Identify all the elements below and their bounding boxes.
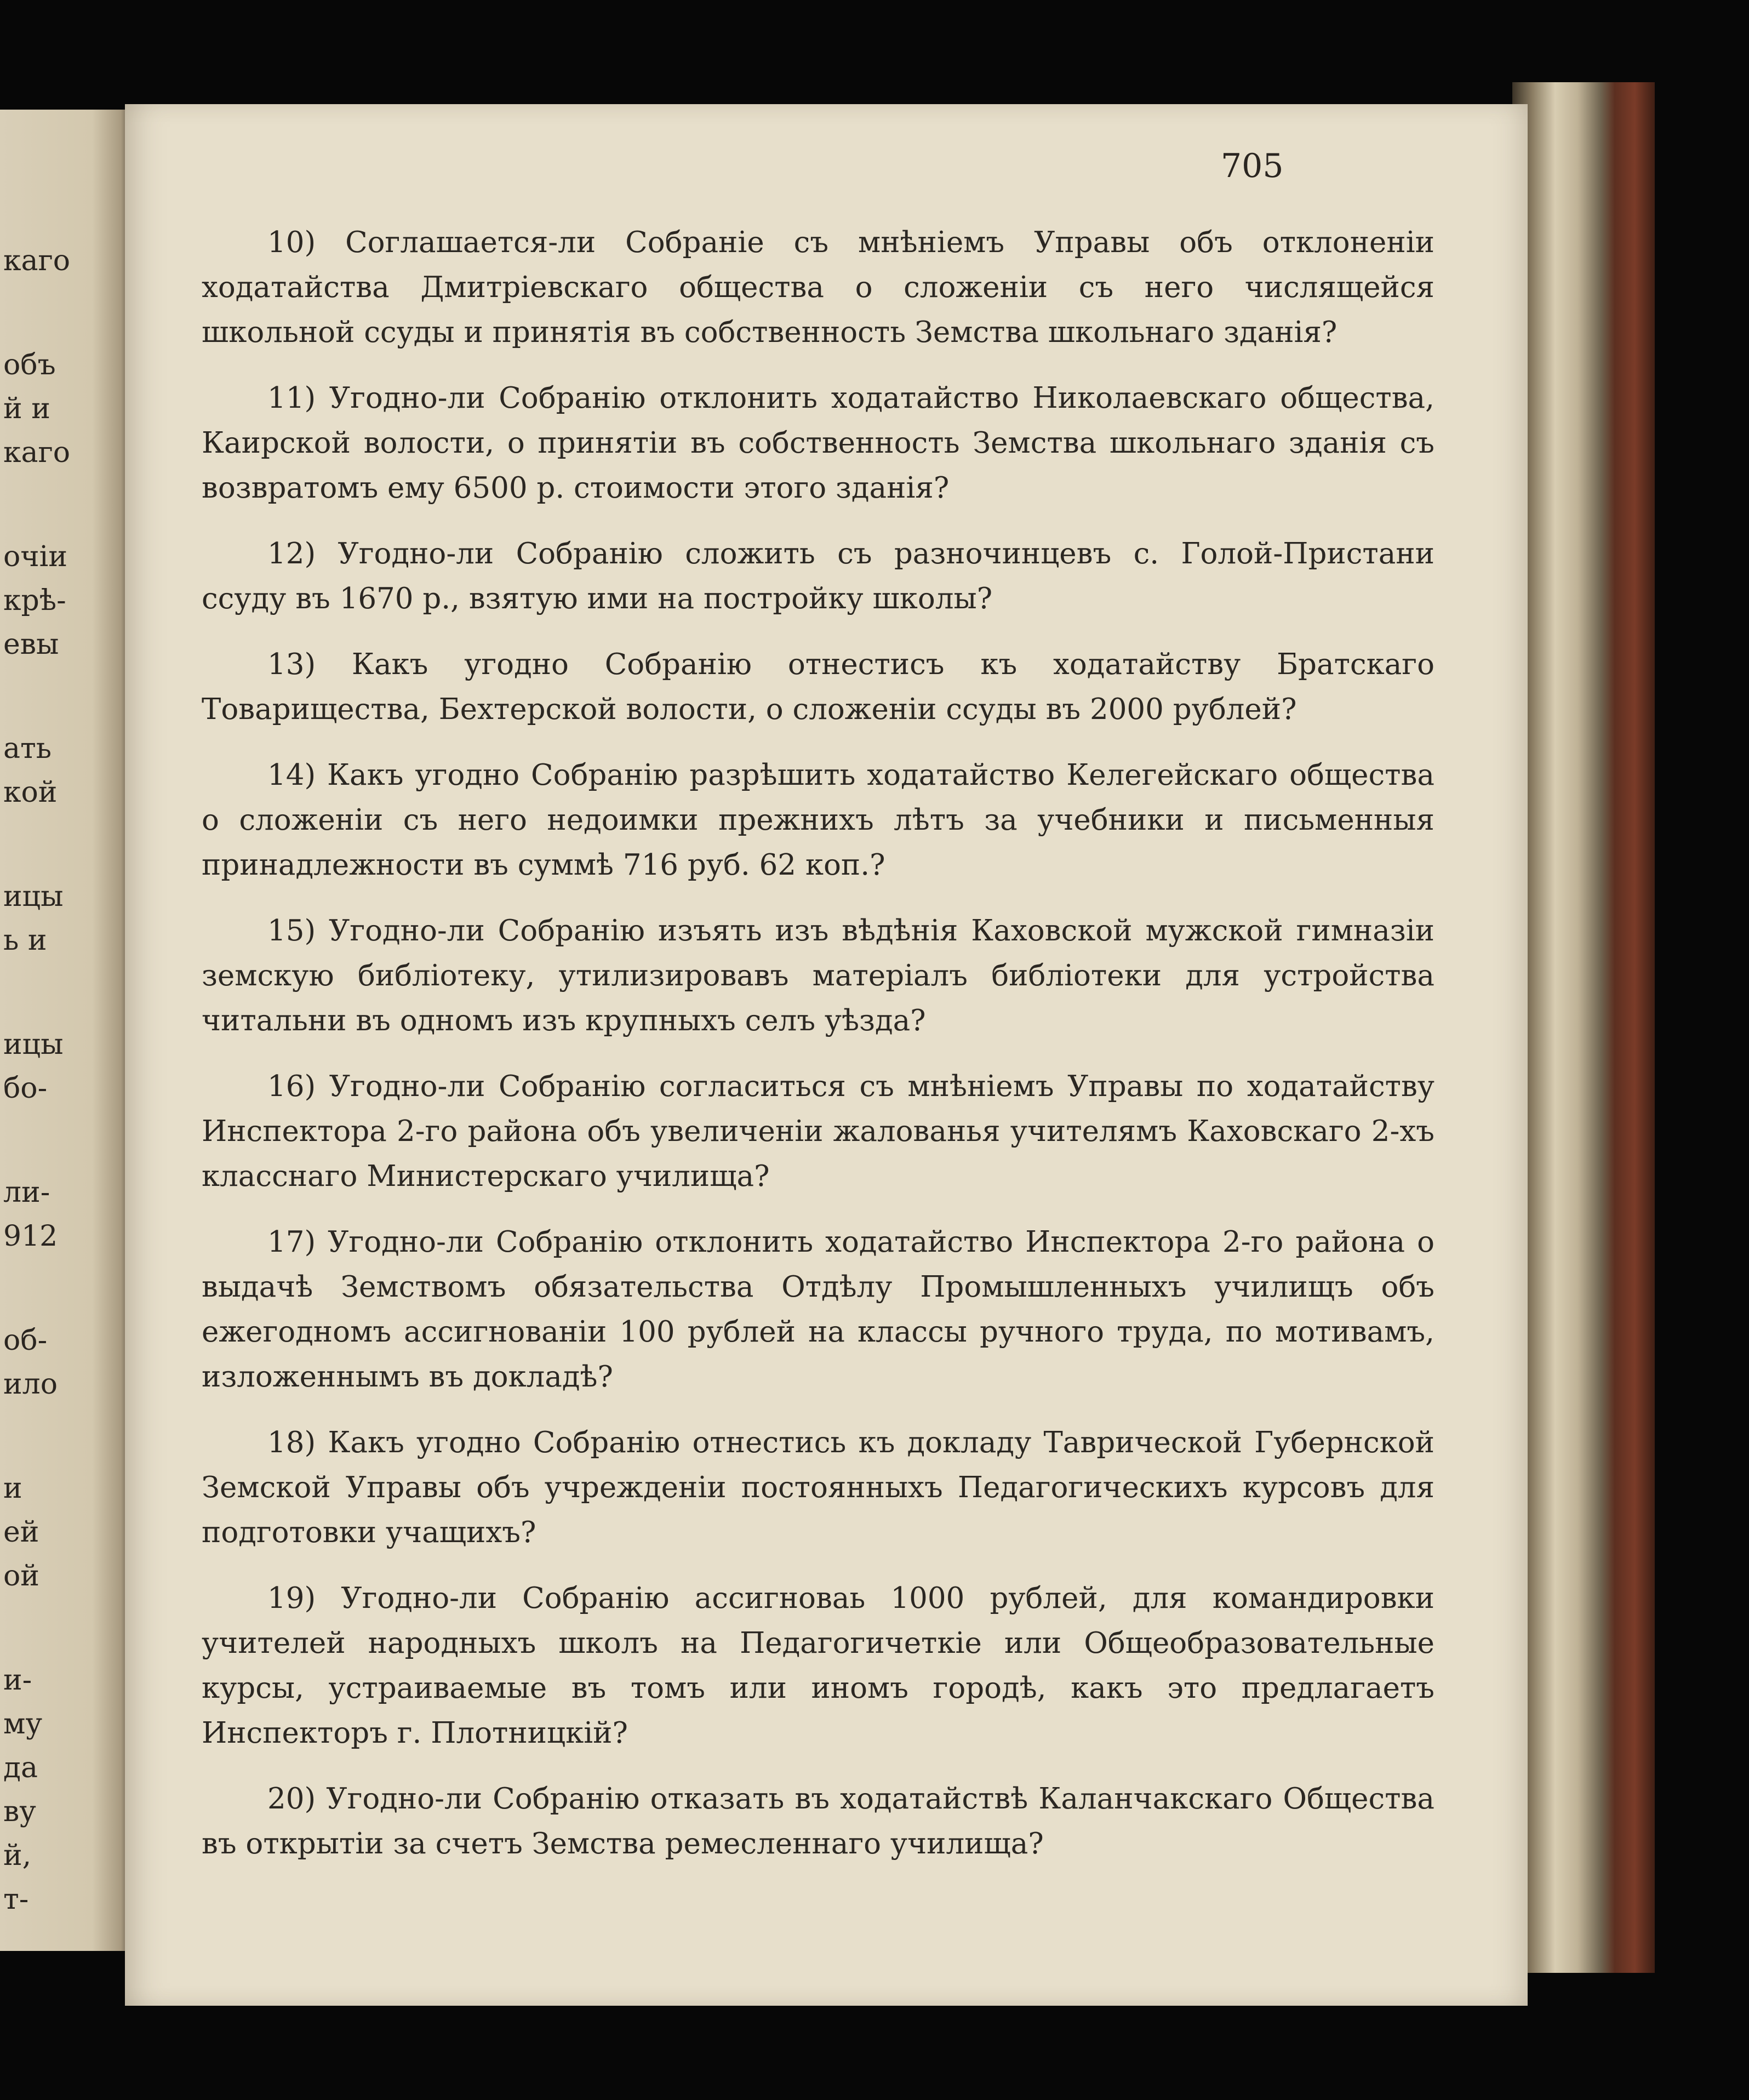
left-fragment: 912	[3, 1220, 58, 1253]
left-fragment: му	[3, 1708, 43, 1741]
left-fragment: объ	[3, 349, 56, 381]
paragraph-item-19: 19) Угодно-ли Собранію ассигноваь 1000 рублей, для командировки учителей народныхъ школъ на Педагогичеткіе или Общеобразовательные курсы, устраиваемые въ томъ или иномъ городѣ, какъ это предлагаетъ Инспекторъ г. Плотницкій?	[202, 1582, 1434, 1750]
left-fragment: ь и	[3, 924, 47, 957]
paragraph-item-17: 17) Угодно-ли Собранію отклонить ходатайство Инспектора 2-го района о выдачѣ Земствомъ обязательства Отдѣлу Промышленныхъ училищъ объ ежегодномъ ассигнованіи 100 рублей на классы ручного труда, по мотивамъ, изложеннымъ въ докладѣ?	[202, 1225, 1434, 1394]
page-number: 705	[1221, 147, 1284, 185]
paragraph-item-15: 15) Угодно-ли Собранію изъять изъ вѣдѣнія Каховской мужской гимназіи земскую библіотеку, утилизировавъ матеріалъ библіотеки для устройства читальни въ одномъ изъ крупныхъ селъ уѣзда?	[202, 914, 1434, 1037]
left-fragment: и	[3, 1472, 22, 1505]
left-fragment: каго	[3, 244, 71, 277]
paragraph-item-14: 14) Какъ угодно Собранію разрѣшить ходатайство Келегейскаго общества о сложеніи съ него недоимки прежнихъ лѣтъ за учебники и письменныя принадлежности въ суммѣ 716 руб. 62 коп.?	[202, 758, 1434, 882]
book-binding-edge	[1512, 82, 1655, 1973]
left-fragment: ать	[3, 732, 52, 765]
left-fragment: ей	[3, 1516, 39, 1549]
left-fragment: очіи	[3, 540, 67, 573]
paragraph-item-13: 13) Какъ угодно Собранію отнестисъ къ ходатайству Братскаго Товарищества, Бехтерской волости, о сложеніи ссуды въ 2000 рублей?	[202, 648, 1434, 726]
paragraph-item-12: 12) Угодно-ли Собранію сложить съ разночинцевъ с. Голой-Пристани ссуду въ 1670 р., взятую ими на постройку школы?	[202, 537, 1434, 615]
left-fragment: й,	[3, 1839, 32, 1872]
book-page	[125, 104, 1528, 2006]
page-body	[202, 220, 1434, 1887]
left-fragment: ицы	[3, 880, 64, 913]
left-page-edge	[0, 110, 132, 1951]
left-fragment: кой	[3, 776, 58, 809]
left-fragment: да	[3, 1751, 38, 1784]
paragraph-item-20: 20) Угодно-ли Собранію отказать въ ходатайствѣ Каланчакскаго Общества въ открытіи за счетъ Земства ремесленнаго училища?	[202, 1782, 1434, 1861]
left-fragment: т-	[3, 1883, 29, 1916]
left-fragment: ву	[3, 1795, 36, 1828]
left-fragment: ой	[3, 1560, 39, 1593]
left-fragment: ицы	[3, 1028, 64, 1061]
left-fragment: каго	[3, 436, 71, 469]
left-fragment: ило	[3, 1368, 58, 1401]
paragraph-item-18: 18) Какъ угодно Собранію отнестись къ докладу Таврической Губернской Земской Управы объ учрежденіи постоянныхъ Педагогическихъ курсовъ для подготовки учащихъ?	[202, 1426, 1434, 1549]
left-fragment: евы	[3, 628, 59, 661]
left-fragment: крѣ-	[3, 584, 66, 617]
left-fragment: бо-	[3, 1072, 48, 1105]
left-fragment: и-	[3, 1664, 32, 1697]
left-fragment: ли-	[3, 1176, 50, 1209]
paragraph-item-11: 11) Угодно-ли Собранію отклонить ходатайство Николаевскаго общества, Каирской волости, о принятіи въ собственность Земства школьнаго зданія съ возвратомъ ему 6500 р. стоимости этого зданія?	[202, 381, 1434, 505]
left-fragment: й и	[3, 392, 50, 425]
paragraph-item-10: 10) Соглашается-ли Собраніе съ мнѣніемъ Управы объ отклоненіи ходатайства Дмитріевскаго общества о сложеніи съ него числящейся школьной ссуды и принятія въ собственность Земства школьнаго зданія?	[202, 226, 1434, 349]
left-fragment: об-	[3, 1324, 48, 1357]
paragraph-item-16: 16) Угодно-ли Собранію согласиться съ мнѣніемъ Управы по ходатайству Инспектора 2-го района объ увеличеніи жалованья учителямъ Каховскаго 2-хъ класснаго Министерскаго училища?	[202, 1070, 1434, 1193]
